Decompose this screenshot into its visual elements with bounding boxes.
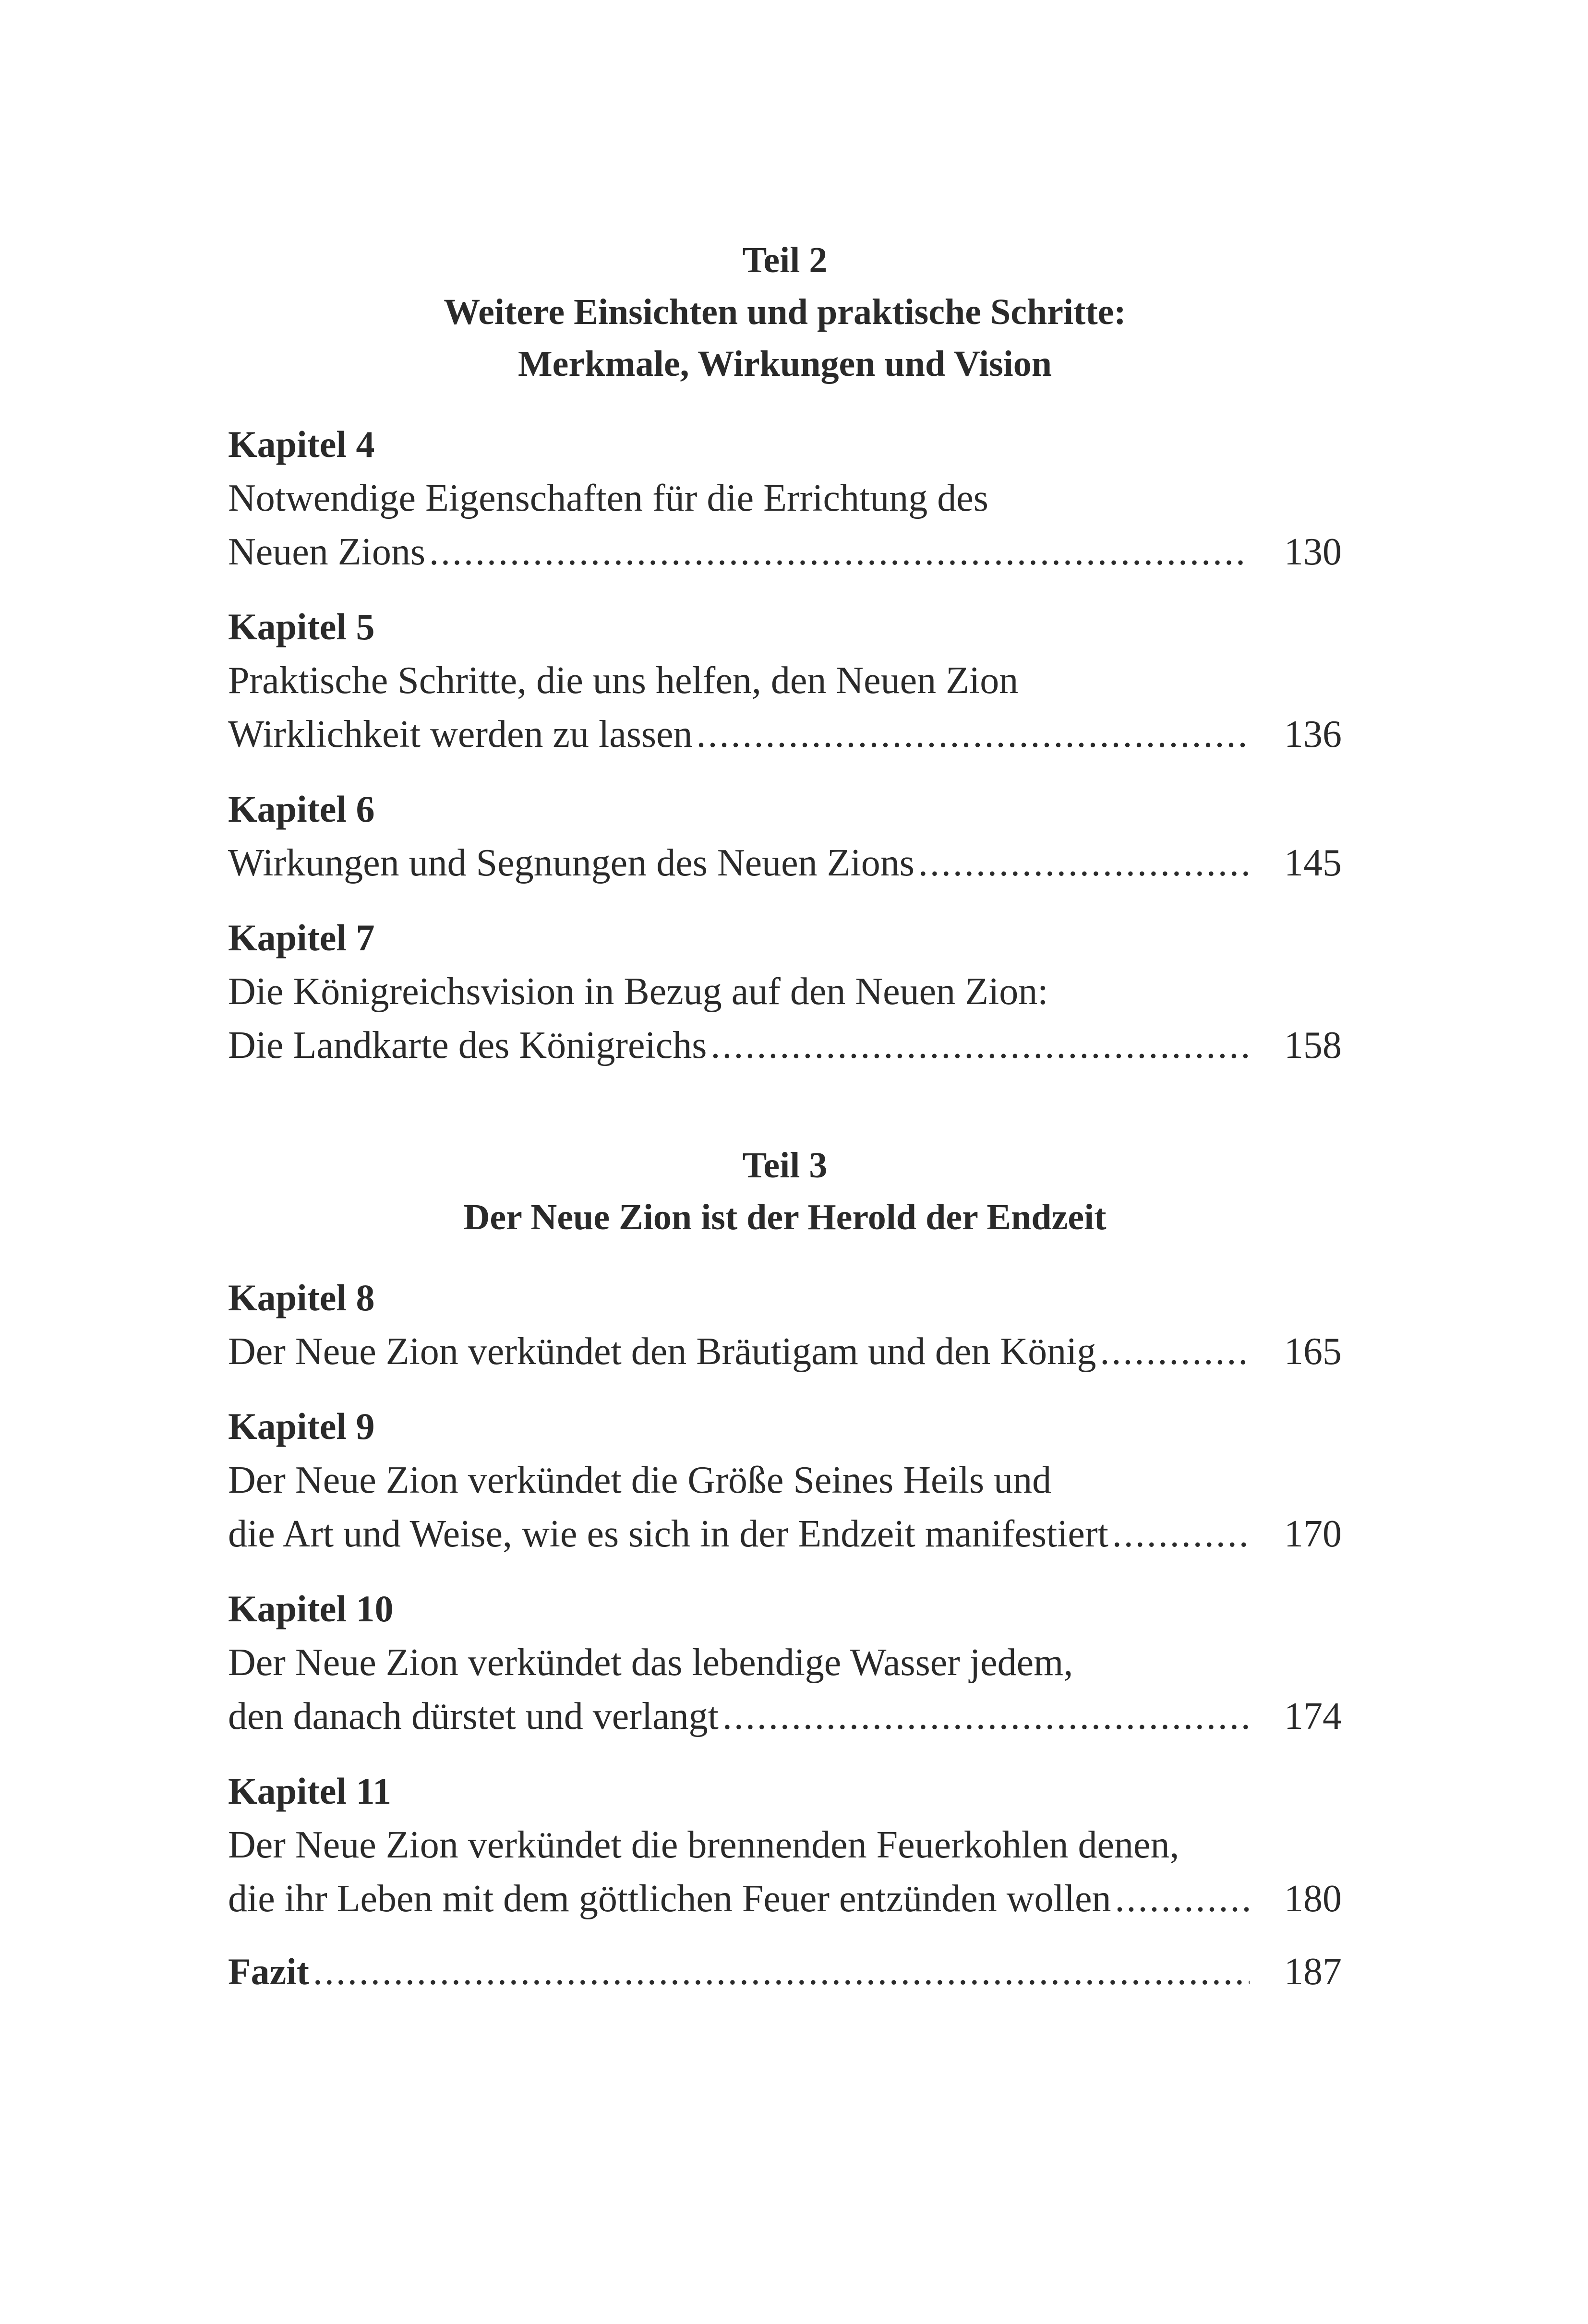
chapter-label: Kapitel 6 [228,788,375,830]
chapter-title-text: Neuen Zions [228,531,426,573]
toc-entry-kapitel-6[interactable] [228,782,1342,890]
chapter-title-last-line [228,836,1342,890]
chapter-title-text: Wirklichkeit werden zu lassen [228,713,693,755]
chapter-title-last-line [228,1325,1342,1378]
toc-entry-kapitel-11[interactable] [228,1764,1342,1926]
chapter-title-last-line [228,1689,1342,1743]
page-number: 170 [1284,1513,1342,1555]
page-number: 145 [1284,842,1342,884]
page-number: 158 [1284,1024,1342,1066]
chapter-title-text: die ihr Leben mit dem göttlichen Feuer entzünden wollen [228,1878,1111,1920]
dot-leader [918,836,1250,890]
toc-entry-kapitel-5[interactable] [228,600,1342,761]
part-2-chapters [228,418,1342,1072]
chapter-label: Kapitel 7 [228,917,375,958]
chapter-title-text: Die Landkarte des Königreichs [228,1024,707,1066]
chapter-title-text: Der Neue Zion verkündet den Bräutigam und den König [228,1330,1096,1373]
page-number: 165 [1284,1330,1342,1373]
chapter-label: Kapitel 11 [228,1770,392,1812]
chapter-title-line: Praktische Schritte, die uns helfen, den Neuen Zion [228,659,1019,702]
table-of-contents [228,0,1342,1999]
chapter-title-line: Der Neue Zion verkündet das lebendige Wasser jedem, [228,1641,1073,1684]
dot-leader [429,525,1250,579]
chapter-title-text: Wirkungen und Segnungen des Neuen Zions [228,842,914,884]
page-number: 174 [1284,1695,1342,1737]
toc-entry-kapitel-8[interactable] [228,1271,1342,1378]
toc-entry-kapitel-9[interactable] [228,1400,1342,1561]
chapter-title-last-line [228,1018,1342,1072]
page-number: 130 [1284,531,1342,573]
chapter-title-last-line [228,525,1342,579]
part-2-subtitle-line-2: Merkmale, Wirkungen und Vision [517,344,1052,384]
fazit-label: Fazit [228,1951,309,1992]
chapter-label: Kapitel 8 [228,1277,375,1318]
dot-leader [1112,1507,1250,1561]
toc-entry-kapitel-7[interactable] [228,911,1342,1072]
part-3-subtitle: Der Neue Zion ist der Herold der Endzeit [463,1197,1107,1237]
page-number: 180 [1284,1878,1342,1920]
chapter-label: Kapitel 10 [228,1588,394,1629]
part-3-heading [228,1139,1342,1243]
chapter-title-last-line [228,1507,1342,1561]
chapter-title-line: Der Neue Zion verkündet die Größe Seines Heils und [228,1459,1052,1501]
dot-leader [1100,1325,1250,1378]
part-2-heading [228,234,1342,390]
toc-entry-kapitel-4[interactable] [228,418,1342,579]
chapter-title-line: Der Neue Zion verkündet die brennenden Feuerkohlen denen, [228,1824,1179,1866]
chapter-title-text: die Art und Weise, wie es sich in der Endzeit manifestiert [228,1513,1108,1555]
toc-entry-fazit[interactable] [228,1945,1342,1999]
part-2-subtitle-line-1: Weitere Einsichten und praktische Schritte: [444,292,1126,332]
page-number: 187 [1284,1951,1342,1993]
toc-entry-kapitel-10[interactable] [228,1582,1342,1743]
part-3-chapters [228,1271,1342,1926]
dot-leader [710,1018,1250,1072]
chapter-title-line: Notwendige Eigenschaften für die Errichtung des [228,477,988,519]
chapter-title-last-line [228,707,1342,761]
chapter-label: Kapitel 5 [228,606,375,647]
part-3-title: Teil 3 [742,1145,828,1186]
chapter-label: Kapitel 4 [228,423,375,465]
dot-leader [1115,1872,1250,1926]
dot-leader [313,1945,1250,1999]
chapter-title-text: den danach dürstet und verlangt [228,1695,719,1737]
chapter-title-last-line [228,1872,1342,1926]
part-2-title: Teil 2 [742,240,828,280]
dot-leader [722,1689,1250,1743]
page-number: 136 [1284,713,1342,755]
dot-leader [697,707,1250,761]
chapter-title-line: Die Königreichsvision in Bezug auf den Neuen Zion: [228,970,1048,1013]
chapter-label: Kapitel 9 [228,1405,375,1447]
